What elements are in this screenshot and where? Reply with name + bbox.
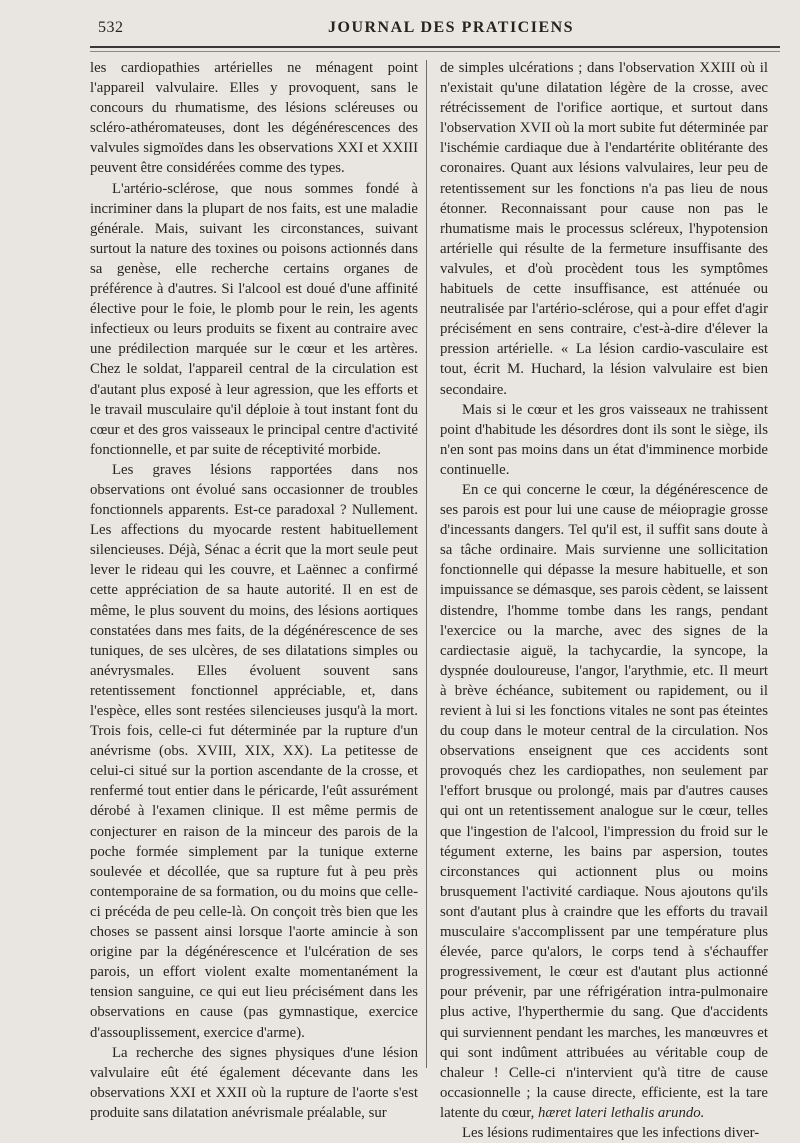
paragraph	[440, 480, 768, 1123]
paragraph: Les lésions rudimentaires que les infections diver-	[462, 1124, 760, 1141]
header-rule-thin	[90, 51, 780, 52]
running-header	[96, 17, 780, 41]
column-divider	[426, 60, 427, 1068]
paragraph: les cardiopathies artérielles ne ménagent point l'appareil valvulaire. Elles y provoquent, sans le concours du rhumatisme, des lésions scléreuses ou scléro-athéromateuses, dont les dégénérescences des valvules sigmoïdes dans les observations XXI et XXIII peuvent être considérées comme des types.	[90, 60, 418, 177]
page-number: 532	[98, 19, 124, 36]
paragraph: Mais si le cœur et les gros vaisseaux ne trahissent point d'habitude les désordres dont ils sont le siège, ils n'en sont pas moins dans un état d'imminence morbide continuelle.	[440, 401, 768, 478]
paragraph: de simples ulcérations ; dans l'observation XXIII où il n'existait qu'une dilatation légère de la crosse, avec rétrécissement de l'orifice aortique, et surtout dans l'observation XVII où la mort subite fut déterminée par l'ischémie cardiaque due à l'endartérite oblitérante des coronaires. Quant aux lésions valvulaires, leur peu de retentissement sur les fonctions n'a pas lieu de nous étonner. Reconnaissant pour cause non pas le rhumatisme mais le processus scléreux, l'hypotension artérielle qui résulte de la fermeture insuffisante des valvules, et d'où procèdent tous les symptômes habituels de cette insuffisance, est atténuée ou neutralisée par l'artério-sclérose, qui a pour effet d'agir précisément en sens contraire, c'est-à-dire d'élever la pression artérielle. « La lésion cardio-vasculaire est tout, écrit M. Huchard, la lésion valvulaire est bien secondaire.	[440, 60, 768, 398]
paragraph: L'artério-sclérose, que nous sommes fondé à incriminer dans la plupart de nos faits, est une maladie générale. Mais, suivant les circonstances, suivant surtout la nature des toxines ou poisons actionnés dans sa genèse, elle recherche certains organes de préférence à d'autres. Si l'alcool est doué d'une affinité élective pour le foie, le plomb pour le rein, les agents infectieux ou leurs produits se fixent au contraire avec une prédilection marquée sur le cœur et les artères. Chez le soldat, l'appareil central de la circulation est d'autant plus exposé à leur agression, que les efforts et le travail musculaire qu'il déploie à tout instant font du cœur et des gros vaisseaux le principal centre d'activité fonctionnelle, et par suite de réceptivité morbide.	[90, 180, 418, 458]
journal-title: JOURNAL DES PRATICIENS	[328, 19, 575, 36]
right-column	[440, 58, 768, 1143]
paragraph: La recherche des signes physiques d'une lésion valvulaire eût été également décevante dans les observations XXI et XXII où la rupture de l'aorte s'est produite sans dilatation anévrismale préalable, sur	[90, 1044, 418, 1121]
paragraph: Les graves lésions rapportées dans nos observations ont évolué sans occasionner de troubles fonctionnels apparents. Est-ce paradoxal ? Nullement. Les affections du myocarde restent habituellement silencieuses. Déjà, Sénac a écrit que la mort seule peut lever le rideau qui les couvre, et Laënnec a confirmé cette appréciation de sa haute autorité. Il en est de même, le plus souvent du moins, des lésions aortiques constatées dans mes faits, de la dégénérescence de ses tuniques, de ses ulcères, de ses dilatations simples ou anévrysmales. Elles évoluent souvent sans retentissement fonctionnel appréciable, et, dans l'espèce, elles sont restées silencieuses jusqu'à la mort. Trois fois, celle-ci fut déterminée par la rupture d'un anévrisme (obs. XVIII, XIX, XX). La petitesse de celui-ci situé sur la portion ascendante de la crosse, et renfermé tout entier dans le péricarde, l'eût assurément dérobé à l'examen clinique. Il est même permis de conjecturer en raison de la minceur des parois de la poche formée simplement par la tunique externe soulevée et décollée, que sa rupture fut à peu près contemporaine de sa formation, ou du moins que celle-ci précéda de peu celle-là. On conçoit très bien que les choses se passent ainsi lorsque l'aorte amincie à son origine par la dégénérescence et l'ulcération de ses parois, un effort violent exalte momentanément la tension sanguine, ce qui eut lieu précisément dans les observations en cause (pas gymnastique, exercice d'assouplissement, exercice d'arme).	[90, 461, 418, 1041]
left-column	[90, 58, 418, 1123]
paragraph-text: En ce qui concerne le cœur, la dégénérescence de ses parois est pour lui une cause de méiopragie grosse d'incessants dangers. Tel qu'il est, il suffit sans doute à sa tâche ordinaire. Mais survienne une sollicitation fonctionnelle qui dépasse la mesure habituelle, et son impuissance se démasque, ses parois cèdent, se laissent distendre, l'homme tombe dans les rangs, pendant l'exercice ou la marche, avec des signes de la cardiectasie aiguë, la tachycardie, la syncope, la dyspnée douloureuse, l'angor, l'arythmie, etc. Il meurt à brève échéance, subitement ou rapidement, ou il revient à lui si les fonctions vitales ne sont pas éteintes du coup dans le moteur central de la circulation. Nos observations enseignent que ces accidents sont provoqués chez les cardiopathes, non seulement par l'effort brusque ou prolongé, mais par d'autres causes qui ont un retentissement analogue sur le cœur, telles que l'ingestion de l'alcool, l'impression du froid sur le tégument externe, les bains par aspersion, toutes circonstances qui actionnent plus ou moins brusquement l'activité cardiaque. Nous ajoutons qu'ils sont d'autant plus à craindre que les efforts du travail musculaire s'accomplissent par une température plus élevée, parce qu'alors, le corps tend à s'échauffer progressivement, le cœur est d'autant plus actionné pour prévenir, par une réfrigération intra-pulmonaire plus active, l'hyperthermie du sang. Que d'accidents qui surviennent pendant les marches, les manœuvres et qui sont indûment attribuées au véritable coup de chaleur ! Celle-ci n'intervient qu'à titre de cause occasionnelle ; la cause directe, efficiente, est la tare latente du cœur,	[440, 481, 768, 1121]
header-rule	[90, 46, 780, 48]
latin-quotation: hæret lateri lethalis arundo.	[534, 1104, 705, 1121]
